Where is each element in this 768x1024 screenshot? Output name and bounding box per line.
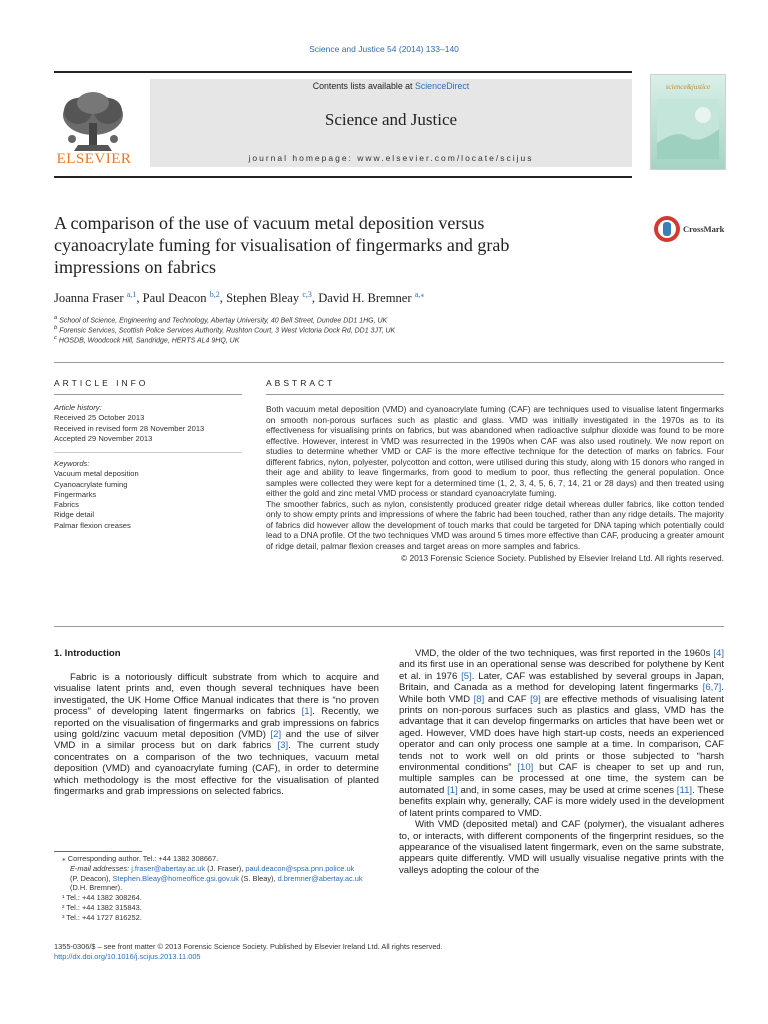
email-link[interactable]: d.bremner@abertay.ac.uk	[277, 873, 363, 883]
citation-link[interactable]: [6,7]	[702, 682, 722, 694]
text-run: and, in some cases, may be used at crime scenes	[457, 784, 677, 796]
abstract-body	[266, 404, 724, 564]
email-link[interactable]: paul.deacon@spsa.pnn.police.uk	[245, 863, 355, 873]
email-owner: (P. Deacon),	[70, 873, 113, 883]
author-list	[54, 290, 674, 306]
article-history	[54, 403, 244, 444]
author[interactable]	[226, 291, 318, 305]
author-sep: ,	[219, 291, 227, 306]
title-line: A comparison of the use of vacuum metal deposition versus	[54, 213, 485, 233]
front-matter	[54, 942, 724, 962]
text-run: VMD, the older of the two techniques, was first reported in the 1960s	[415, 648, 714, 659]
author-name: Stephen Bleay	[226, 291, 300, 306]
section-heading-introduction: 1. Introduction	[54, 648, 121, 659]
title-line: cyanoacrylate fuming for visualisation of fingermarks and grab	[54, 235, 510, 255]
footnotes	[62, 854, 380, 923]
keyword: Vacuum metal deposition	[54, 469, 139, 479]
footnote-tel: ¹ Tel.: +44 1382 308264.	[62, 893, 142, 903]
text-run: and its first use in an operational sense was described for polythene by Kent et al. in 1976	[399, 659, 724, 682]
header-rule-bottom	[54, 176, 632, 178]
abstract-paragraph: The smoother fabrics, such as nylon, consistently produced greater ridge detail whereas duller fabrics, like cotton tended only to show empty prints and impressions of where the fabric had been touched, rather than any ridge details. The majority of fabrics did however allow the development of touch marks that could be targeted for DNA taping which potentially could lead to a DNA profile. Of the two techniques VMD was around 5 times more effective than CAF, producing a greater amount of ridge detail, palmar flexion creases and target areas on more samples and fabrics.	[266, 498, 724, 551]
article-title	[54, 212, 614, 278]
author-affil-sup[interactable]: a,1	[126, 290, 137, 299]
body-paragraph	[54, 672, 379, 797]
journal-citation[interactable]: Science and Justice 54 (2014) 133–140	[309, 44, 459, 54]
section-divider	[54, 362, 724, 363]
text-run: and CAF	[484, 693, 531, 705]
citation-link[interactable]: [8]	[473, 693, 485, 705]
crossmark-icon	[652, 214, 682, 244]
title-line: impressions on fabrics	[54, 257, 216, 277]
body-paragraph	[399, 648, 724, 819]
abstract-copyright: © 2013 Forensic Science Society. Published by Elsevier Ireland Ltd. All rights reserved.	[400, 553, 724, 563]
article-info-rule	[54, 394, 242, 395]
keywords-rule	[54, 452, 242, 453]
email-owner: (J. Fraser),	[205, 863, 246, 873]
history-label: Article history:	[54, 403, 102, 412]
footnote-tel: ³ Tel.: +44 1727 816252.	[62, 912, 142, 922]
intro-right-column	[399, 648, 724, 876]
doi-link[interactable]: http://dx.doi.org/10.1016/j.scijus.2013.11.005	[54, 951, 201, 961]
affil-key: a	[54, 315, 58, 321]
intro-left-column	[54, 672, 379, 797]
journal-homepage[interactable]: journal homepage: www.elsevier.com/locate/scijus	[248, 153, 534, 163]
journal-title: Science and Justice	[324, 110, 458, 129]
author[interactable]	[318, 291, 424, 305]
author-sep: ,	[311, 291, 319, 306]
keyword: Ridge detail	[54, 510, 95, 520]
citation-link[interactable]: [9]	[530, 693, 541, 705]
author-affil-sup[interactable]: c,3	[302, 290, 312, 299]
footnote-rule	[54, 851, 142, 852]
crossmark-label: CrossMark	[683, 224, 725, 234]
author-affil-sup[interactable]: b,2	[209, 290, 220, 299]
citation-link[interactable]: [1]	[301, 706, 313, 718]
email-owner: (D.H. Bremner).	[70, 883, 123, 893]
journal-cover-thumbnail[interactable]	[650, 74, 726, 170]
email-link[interactable]: Stephen.Bleay@homeoffice.gsi.gov.uk	[112, 873, 239, 883]
footnote-corresponding: ⁎ Corresponding author. Tel.: +44 1382 308667.	[62, 854, 219, 863]
abstract-paragraph: Both vacuum metal deposition (VMD) and cyanoacrylate fuming (CAF) are techniques used to visualise latent fingermarks on smooth non-porous surfaces such as plastic and glass. VMD was initially investigated in the 1970s as to its effectiveness for visualising prints on fabrics, but was abandoned when radioactive sulphur dioxide was found to be more effective. However, interest in VMD was resurrected in the 1990s when CAF was also used routinely. We now report on studies to determine whether VMD or CAF is the more effective technique for the detection of marks on fabrics. Four different fabrics, nylon, polyester, polycotton and cotton, were utilised during this study, along with 15 donors who ranged in their age and ability to leave fingermarks, from good to medium to poor, thus reflecting the general population. Once samples were collected they were kept for a determined time (1, 2, 3, 4, 5, 6, 7, 14, 21 or 28 days) and then treated using either the gold and zinc metal VMD process or standard cyanoacrylate fuming.	[266, 404, 724, 498]
text-run: are effective methods of visualising latent prints on non-porous surfaces such as plastics and glass, VMD has the advantage that it can develop fingermarks on articles that have been wet or aged. However, VMD does have high start-up costs, needs an experienced operator and can only process one sample at a time. In comparison, CAF tends not to work well on old prints or those subjected to “harsh environmental conditions”	[399, 693, 724, 774]
issn-line: 1355-0306/$ – see front matter © 2013 Forensic Science Society. Published by Elsevier Ireland Ltd. All rights reserved.	[54, 942, 443, 951]
affil-text: School of Science, Engineering and Technology, Abertay University, 40 Bell Street, Dundee DD1 1HG, UK	[59, 317, 388, 325]
cover-graphic-icon	[657, 99, 719, 159]
keyword: Fingermarks	[54, 489, 97, 499]
author[interactable]	[143, 291, 226, 305]
text-run: . Recently, we reported on the visualisation of fingermarks and grab impressions on fabrics using gold/zinc vacuum metal deposition (VMD)	[54, 706, 379, 741]
history-item: Received in revised form 28 November 2013	[54, 423, 205, 433]
body-paragraph: With VMD (deposited metal) and CAF (polymer), the visualant adheres to, or interacts, with different components of the fingerprint residues, so the appearance of the visualised latent fingermark, even on the same substrate, appears quite differently. VMD will usually visualise negative prints with the valleys adopting the colour of the	[399, 819, 724, 876]
affil-text: HOSDB, Woodcock Hill, Sandridge, HERTS AL4 9HQ, UK	[58, 337, 240, 345]
elsevier-wordmark: ELSEVIER	[56, 151, 132, 167]
author-name: Paul Deacon	[142, 291, 207, 306]
author[interactable]	[54, 291, 143, 305]
keyword: Cyanoacrylate fuming	[54, 479, 128, 489]
email-label: E-mail addresses:	[70, 863, 132, 873]
abstract-heading: ABSTRACT	[266, 378, 336, 388]
keyword: Palmar flexion creases	[54, 520, 131, 530]
abstract-rule	[266, 394, 724, 395]
affil-text: Forensic Services, Scottish Police Services Authority, Rushton Court, 3 West Victoria Dock Rd, DD1 3JT, UK	[59, 327, 396, 335]
affiliation	[54, 325, 674, 334]
history-item: Accepted 29 November 2013	[54, 433, 153, 443]
crossmark-badge[interactable]	[652, 214, 732, 244]
author-sep: ,	[136, 291, 143, 306]
text-run: . While both VMD	[399, 682, 724, 705]
citation-link[interactable]: [10]	[517, 762, 534, 774]
author-name: David H. Bremner	[318, 291, 412, 306]
citation-link[interactable]: [5]	[461, 670, 472, 682]
footnote-tel: ² Tel.: +44 1382 315843.	[62, 902, 142, 912]
keywords-label: Keywords:	[54, 459, 90, 468]
citation-link[interactable]: [2]	[270, 729, 282, 741]
keyword: Fabrics	[54, 500, 79, 510]
affiliation	[54, 335, 674, 344]
citation-link[interactable]: [4]	[713, 648, 724, 659]
contents-prefix: Contents lists available at	[312, 81, 415, 91]
citation-link[interactable]: [11]	[676, 784, 693, 796]
cover-title: science&justice	[665, 83, 711, 91]
text-run: Fabric is a notoriously difficult substrate from which to acquire and visualise latent prints and, even though several techniques have been investigated, the UK Home Office Manual indicates that there is “no proven process” of developing latent fingermarks on fabrics	[54, 672, 379, 718]
history-item: Received 25 October 2013	[54, 413, 145, 423]
header-rule-top	[54, 71, 632, 73]
text-run: but CAF is cheaper to set up and run, multiple samples can be processed at one time, the system can be automated	[399, 762, 724, 796]
text-run: . Later, CAF was established by several groups in Japan, Britain, and Canada as a method for developing latent fingermarks	[399, 670, 725, 694]
citation-link[interactable]: [1]	[447, 784, 458, 796]
footnote-emails	[62, 864, 380, 893]
author-name: Joanna Fraser	[54, 291, 124, 306]
sciencedirect-link[interactable]: ScienceDirect	[414, 81, 470, 91]
affil-key: c	[54, 335, 57, 341]
section-divider	[54, 626, 724, 627]
citation-link[interactable]: [3]	[277, 740, 289, 752]
text-run: and the use of silver VMD in a similar process but on dark fabrics	[54, 729, 380, 752]
email-owner: (S. Bleay),	[238, 873, 278, 883]
article-info-heading: ARTICLE INFO	[54, 378, 149, 388]
affil-key: b	[54, 325, 58, 331]
text-run: . These benefits explain why, generally, CAF is more widely used in the development of latent prints compared to VMD.	[399, 784, 724, 819]
keywords	[54, 459, 244, 531]
affiliation	[54, 315, 674, 324]
author-affil-sup[interactable]: a,⁎	[414, 290, 425, 299]
email-link[interactable]: j.fraser@abertay.ac.uk	[131, 863, 206, 873]
contents-available	[150, 81, 632, 91]
text-run: . The current study concentrates on a comparison of the two techniques, vacuum metal deposition (VMD) and cyanoacrylate fuming (CAF), in order to determine which methodology is the most effective for the visualisation of planted fingermarks and grab impressions on selected fabrics.	[54, 740, 380, 798]
